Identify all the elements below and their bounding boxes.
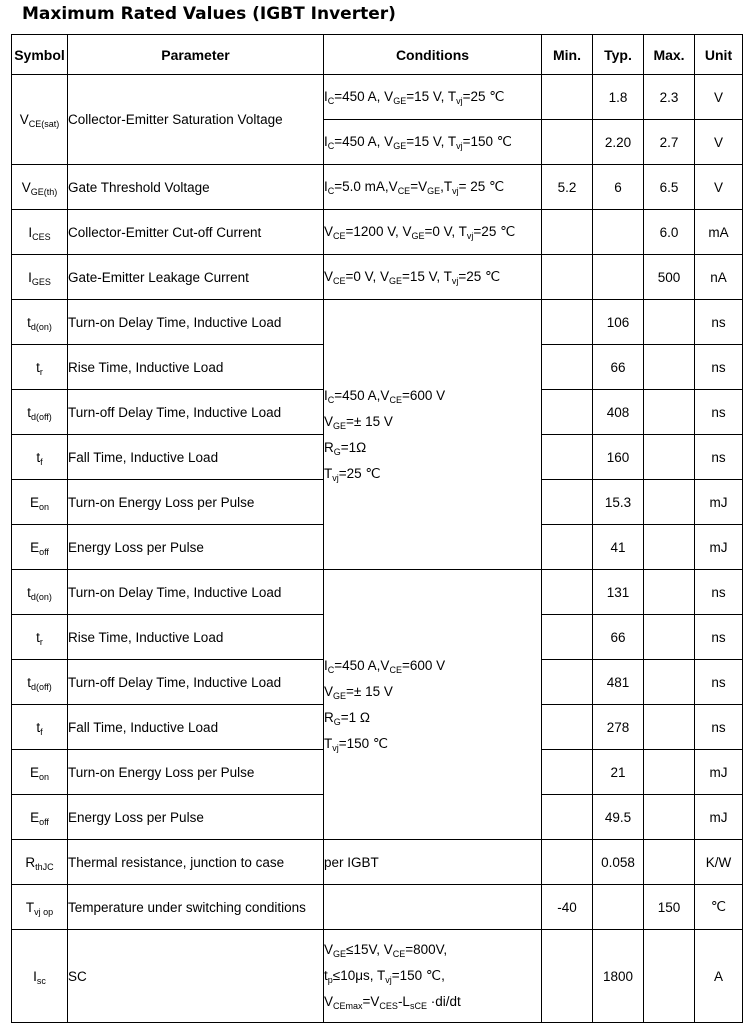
cond-text: I bbox=[324, 89, 328, 104]
symbol-main: E bbox=[30, 539, 40, 555]
header-max: Max. bbox=[644, 35, 695, 75]
cond-sub: sCE bbox=[409, 1001, 427, 1011]
max-cell bbox=[644, 525, 695, 570]
cond-sub: vj bbox=[452, 186, 459, 196]
cond-text: ,T bbox=[440, 179, 453, 194]
cond-text: V bbox=[324, 942, 334, 957]
unit-cell: ns bbox=[695, 345, 743, 390]
min-cell bbox=[542, 840, 593, 885]
unit-cell: ns bbox=[695, 390, 743, 435]
cond-sub: CEmax bbox=[333, 1001, 363, 1011]
conditions-cell bbox=[324, 120, 542, 165]
symbol-main: E bbox=[29, 494, 39, 510]
cond-line bbox=[324, 409, 541, 435]
symbol-main: t bbox=[36, 719, 41, 735]
cond-text: =15 V, T bbox=[406, 134, 457, 149]
max-cell bbox=[644, 750, 695, 795]
cond-sub: GE bbox=[388, 276, 402, 286]
parameter-cell: Energy Loss per Pulse bbox=[68, 795, 324, 840]
cond-text: =450 A,V bbox=[334, 387, 390, 403]
cond-text: I bbox=[324, 657, 328, 673]
parameter-cell: Turn-off Delay Time, Inductive Load bbox=[68, 390, 324, 435]
cond-text: =150 ℃ bbox=[338, 735, 389, 751]
cond-text: =600 V bbox=[401, 387, 446, 403]
symbol-main: I bbox=[28, 269, 32, 285]
unit-cell: mJ bbox=[695, 795, 743, 840]
symbol-main: t bbox=[27, 674, 31, 690]
min-cell bbox=[542, 750, 593, 795]
unit-cell: V bbox=[695, 165, 743, 210]
cond-sub: vj bbox=[332, 742, 339, 753]
parameter-cell: Gate-Emitter Leakage Current bbox=[68, 255, 324, 300]
symbol-cell bbox=[12, 750, 68, 795]
conditions-cell: per IGBT bbox=[324, 840, 542, 885]
cond-text: V bbox=[324, 994, 334, 1009]
table-row-vgeth bbox=[12, 165, 743, 210]
symbol-cell bbox=[12, 75, 68, 165]
typ-cell: 41 bbox=[593, 525, 644, 570]
symbol-sub: GES bbox=[31, 276, 51, 287]
unit-cell: ns bbox=[695, 570, 743, 615]
max-cell bbox=[644, 480, 695, 525]
symbol-cell bbox=[12, 705, 68, 750]
typ-cell: 278 bbox=[593, 705, 644, 750]
cond-text: =± 15 V bbox=[346, 683, 393, 699]
symbol-sub: sc bbox=[36, 975, 46, 986]
symbol-sub: d(on) bbox=[30, 321, 52, 332]
cond-sub: CE bbox=[333, 231, 346, 241]
symbol-main: t bbox=[36, 359, 40, 375]
conditions-cell-group-25 bbox=[324, 300, 542, 570]
typ-cell: 160 bbox=[593, 435, 644, 480]
unit-cell: A bbox=[695, 930, 743, 1023]
cond-text: ·di/dt bbox=[426, 994, 461, 1009]
typ-cell: 481 bbox=[593, 660, 644, 705]
symbol-sub: CE(sat) bbox=[28, 119, 60, 129]
cond-text: =1 Ω bbox=[340, 709, 371, 725]
table-row-td-on-25 bbox=[12, 300, 743, 345]
header-row bbox=[12, 35, 743, 75]
page-title: Maximum Rated Values (IGBT Inverter) bbox=[22, 4, 396, 24]
symbol-cell bbox=[12, 435, 68, 480]
symbol-main: I bbox=[33, 968, 37, 984]
table-row-iges bbox=[12, 255, 743, 300]
parameter-cell: Turn-on Energy Loss per Pulse bbox=[68, 750, 324, 795]
cond-sub: G bbox=[333, 716, 341, 727]
conditions-cell bbox=[324, 165, 542, 210]
min-cell: 5.2 bbox=[542, 165, 593, 210]
cond-line bbox=[324, 963, 541, 989]
symbol-cell bbox=[12, 255, 68, 300]
cond-text: =V bbox=[410, 179, 428, 194]
typ-cell: 66 bbox=[593, 345, 644, 390]
min-cell bbox=[542, 75, 593, 120]
table-row-vcesat-25 bbox=[12, 75, 743, 120]
cond-text: =15 V, T bbox=[401, 269, 452, 284]
cond-line bbox=[324, 653, 541, 679]
cond-text: I bbox=[324, 387, 328, 403]
max-cell bbox=[644, 660, 695, 705]
parameter-cell: SC bbox=[68, 930, 324, 1023]
typ-cell: 1.8 bbox=[593, 75, 644, 120]
cond-line bbox=[324, 989, 541, 1015]
unit-cell: mJ bbox=[695, 480, 743, 525]
cond-text: =25 ℃ bbox=[458, 269, 501, 284]
symbol-main: t bbox=[27, 314, 31, 330]
symbol-sub: CES bbox=[32, 231, 51, 242]
symbol-cell bbox=[12, 345, 68, 390]
symbol-main: t bbox=[27, 404, 31, 420]
symbol-sub: r bbox=[39, 366, 43, 377]
cond-text: =25 ℃ bbox=[462, 89, 505, 104]
unit-cell: ns bbox=[695, 615, 743, 660]
parameter-cell: Gate Threshold Voltage bbox=[68, 165, 324, 210]
parameter-cell: Fall Time, Inductive Load bbox=[68, 705, 324, 750]
cond-text: V bbox=[324, 224, 334, 239]
cond-text: =1Ω bbox=[340, 439, 367, 455]
min-cell bbox=[542, 930, 593, 1023]
cond-sub: GE bbox=[333, 690, 347, 701]
typ-cell: 66 bbox=[593, 615, 644, 660]
unit-cell: K/W bbox=[695, 840, 743, 885]
symbol-cell bbox=[12, 885, 68, 930]
unit-cell: mJ bbox=[695, 525, 743, 570]
unit-cell: V bbox=[695, 75, 743, 120]
max-cell: 2.3 bbox=[644, 75, 695, 120]
typ-cell bbox=[593, 210, 644, 255]
symbol-main: t bbox=[27, 584, 31, 600]
symbol-sub: vj op bbox=[34, 906, 54, 917]
cond-sub: CE bbox=[389, 394, 402, 405]
cond-sub: C bbox=[327, 664, 335, 675]
parameter-cell: Turn-on Delay Time, Inductive Load bbox=[68, 300, 324, 345]
typ-cell: 408 bbox=[593, 390, 644, 435]
conditions-cell-group-150 bbox=[324, 570, 542, 840]
cond-text: =800V, bbox=[405, 942, 448, 957]
max-cell bbox=[644, 345, 695, 390]
cond-text: =150 ℃ bbox=[462, 134, 512, 149]
symbol-cell bbox=[12, 480, 68, 525]
cond-sub: CE bbox=[392, 949, 406, 959]
cond-sub: CE bbox=[389, 664, 402, 675]
cond-sub: vj bbox=[466, 231, 474, 241]
typ-cell: 131 bbox=[593, 570, 644, 615]
min-cell bbox=[542, 525, 593, 570]
cond-sub: GE bbox=[333, 949, 347, 959]
unit-cell: nA bbox=[695, 255, 743, 300]
symbol-main: E bbox=[30, 809, 40, 825]
cond-sub: vj bbox=[451, 276, 459, 286]
max-cell: 500 bbox=[644, 255, 695, 300]
parameter-cell: Temperature under switching conditions bbox=[68, 885, 324, 930]
cond-text: =0 V, V bbox=[345, 269, 389, 284]
header-unit: Unit bbox=[695, 35, 743, 75]
symbol-cell bbox=[12, 390, 68, 435]
cond-text: =5.0 mA,V bbox=[334, 179, 398, 194]
cond-text: V bbox=[324, 269, 334, 284]
conditions-cell bbox=[324, 75, 542, 120]
cond-text: T bbox=[324, 735, 333, 751]
symbol-sub: d(off) bbox=[30, 411, 52, 422]
cond-text: R bbox=[324, 709, 334, 725]
symbol-sub: f bbox=[40, 726, 43, 737]
cond-text: T bbox=[324, 465, 333, 481]
symbol-main: R bbox=[25, 854, 36, 870]
cond-line bbox=[324, 461, 541, 487]
table-row-tvjop bbox=[12, 885, 743, 930]
cond-sub: GE bbox=[393, 96, 407, 106]
symbol-cell bbox=[12, 165, 68, 210]
cond-sub: GE bbox=[411, 231, 425, 241]
min-cell bbox=[542, 795, 593, 840]
symbol-main: V bbox=[19, 112, 29, 127]
symbol-sub: on bbox=[39, 501, 50, 512]
unit-cell: ns bbox=[695, 705, 743, 750]
typ-cell bbox=[593, 255, 644, 300]
cond-line bbox=[324, 731, 541, 757]
symbol-sub: off bbox=[39, 816, 49, 827]
max-cell bbox=[644, 390, 695, 435]
symbol-sub: off bbox=[39, 546, 49, 557]
cond-text: = 25 ℃ bbox=[458, 179, 505, 194]
min-cell bbox=[542, 345, 593, 390]
cond-sub: vj bbox=[456, 141, 463, 151]
max-cell: 2.7 bbox=[644, 120, 695, 165]
header-min: Min. bbox=[542, 35, 593, 75]
typ-cell: 49.5 bbox=[593, 795, 644, 840]
cond-text: I bbox=[324, 179, 328, 194]
header-symbol: Symbol bbox=[12, 35, 68, 75]
parameter-cell: Rise Time, Inductive Load bbox=[68, 615, 324, 660]
symbol-cell bbox=[12, 570, 68, 615]
cond-line bbox=[324, 383, 541, 409]
symbol-sub: d(off) bbox=[30, 681, 52, 692]
cond-line bbox=[324, 705, 541, 731]
max-cell bbox=[644, 840, 695, 885]
cond-text: t bbox=[324, 968, 328, 983]
symbol-main: I bbox=[28, 224, 33, 240]
cond-sub: CE bbox=[397, 186, 411, 196]
cond-text: -L bbox=[397, 994, 410, 1009]
min-cell bbox=[542, 615, 593, 660]
symbol-sub: thJC bbox=[35, 861, 54, 872]
cond-sub: vj bbox=[385, 975, 392, 985]
cond-text: =450 A, V bbox=[334, 89, 394, 104]
cond-sub: C bbox=[327, 141, 335, 151]
max-cell bbox=[644, 795, 695, 840]
cond-text: =1200 V, V bbox=[345, 224, 412, 239]
cond-text: =450 A,V bbox=[334, 657, 390, 673]
cond-text: =25 ℃ bbox=[473, 224, 516, 239]
min-cell bbox=[542, 480, 593, 525]
cond-sub: CES bbox=[379, 1001, 398, 1011]
cond-sub: CE bbox=[333, 276, 346, 286]
conditions-cell bbox=[324, 885, 542, 930]
cond-text: =0 V, T bbox=[424, 224, 467, 239]
cond-text: =600 V bbox=[401, 657, 446, 673]
symbol-cell bbox=[12, 210, 68, 255]
cond-line bbox=[324, 435, 541, 461]
parameter-cell: Turn-off Delay Time, Inductive Load bbox=[68, 660, 324, 705]
parameter-cell: Thermal resistance, junction to case bbox=[68, 840, 324, 885]
symbol-cell bbox=[12, 300, 68, 345]
symbol-cell bbox=[12, 840, 68, 885]
min-cell bbox=[542, 120, 593, 165]
min-cell bbox=[542, 570, 593, 615]
cond-text: =± 15 V bbox=[346, 413, 393, 429]
max-cell bbox=[644, 435, 695, 480]
typ-cell bbox=[593, 885, 644, 930]
symbol-main: V bbox=[21, 179, 31, 195]
parameter-cell: Energy Loss per Pulse bbox=[68, 525, 324, 570]
typ-cell: 0.058 bbox=[593, 840, 644, 885]
symbol-cell bbox=[12, 795, 68, 840]
cond-sub: vj bbox=[456, 96, 463, 106]
symbol-sub: d(on) bbox=[30, 591, 52, 602]
cond-text: =25 ℃ bbox=[338, 465, 381, 481]
symbol-sub: GE(th) bbox=[30, 186, 58, 197]
min-cell bbox=[542, 435, 593, 480]
cond-line bbox=[324, 937, 541, 963]
cond-text: =15 V, T bbox=[406, 89, 457, 104]
table-row-rthjc bbox=[12, 840, 743, 885]
parameter-cell: Turn-on Energy Loss per Pulse bbox=[68, 480, 324, 525]
symbol-sub: f bbox=[40, 456, 43, 467]
unit-cell: ns bbox=[695, 435, 743, 480]
min-cell: -40 bbox=[542, 885, 593, 930]
max-cell: 6.5 bbox=[644, 165, 695, 210]
table-row-td-on-150 bbox=[12, 570, 743, 615]
cond-sub: GE bbox=[333, 420, 347, 431]
min-cell bbox=[542, 390, 593, 435]
cond-text: ≤10μs, T bbox=[332, 968, 386, 983]
max-cell bbox=[644, 930, 695, 1023]
spec-table bbox=[11, 34, 743, 1023]
cond-sub: C bbox=[327, 96, 335, 106]
symbol-main: T bbox=[25, 899, 35, 915]
min-cell bbox=[542, 300, 593, 345]
max-cell: 6.0 bbox=[644, 210, 695, 255]
max-cell bbox=[644, 615, 695, 660]
symbol-sub: r bbox=[39, 636, 43, 647]
min-cell bbox=[542, 660, 593, 705]
header-typ: Typ. bbox=[593, 35, 644, 75]
cond-sub: p bbox=[327, 975, 333, 985]
typ-cell: 6 bbox=[593, 165, 644, 210]
unit-cell: mJ bbox=[695, 750, 743, 795]
symbol-sub: on bbox=[39, 771, 50, 782]
parameter-cell: Fall Time, Inductive Load bbox=[68, 435, 324, 480]
cond-sub: C bbox=[327, 186, 335, 196]
header-conditions: Conditions bbox=[324, 35, 542, 75]
symbol-cell bbox=[12, 615, 68, 660]
table-row-ices bbox=[12, 210, 743, 255]
cond-sub: vj bbox=[332, 472, 339, 483]
unit-cell: ℃ bbox=[695, 885, 743, 930]
symbol-cell bbox=[12, 930, 68, 1023]
conditions-cell bbox=[324, 930, 542, 1023]
symbol-main: t bbox=[36, 629, 40, 645]
cond-text: I bbox=[324, 134, 328, 149]
max-cell bbox=[644, 570, 695, 615]
typ-cell: 1800 bbox=[593, 930, 644, 1023]
symbol-main: E bbox=[29, 764, 39, 780]
cond-line bbox=[324, 679, 541, 705]
cond-sub: GE bbox=[427, 186, 441, 196]
cond-sub: C bbox=[327, 394, 335, 405]
cond-text: =150 ℃, bbox=[391, 968, 445, 983]
min-cell bbox=[542, 210, 593, 255]
unit-cell: ns bbox=[695, 660, 743, 705]
cond-sub: G bbox=[333, 446, 341, 457]
cond-text: R bbox=[324, 439, 334, 455]
cond-text: =450 A, V bbox=[334, 134, 394, 149]
max-cell: 150 bbox=[644, 885, 695, 930]
min-cell bbox=[542, 705, 593, 750]
max-cell bbox=[644, 300, 695, 345]
parameter-cell: Turn-on Delay Time, Inductive Load bbox=[68, 570, 324, 615]
min-cell bbox=[542, 255, 593, 300]
typ-cell: 15.3 bbox=[593, 480, 644, 525]
unit-cell: V bbox=[695, 120, 743, 165]
symbol-cell bbox=[12, 660, 68, 705]
conditions-cell bbox=[324, 255, 542, 300]
conditions-cell bbox=[324, 210, 542, 255]
unit-cell: ns bbox=[695, 300, 743, 345]
header-parameter: Parameter bbox=[68, 35, 324, 75]
cond-text: ≤15V, V bbox=[346, 942, 393, 957]
parameter-cell: Rise Time, Inductive Load bbox=[68, 345, 324, 390]
symbol-main: t bbox=[36, 449, 41, 465]
parameter-cell: Collector-Emitter Cut-off Current bbox=[68, 210, 324, 255]
table-row-isc bbox=[12, 930, 743, 1023]
cond-text: V bbox=[324, 683, 334, 699]
cond-text: =V bbox=[362, 994, 380, 1009]
parameter-cell: Collector-Emitter Saturation Voltage bbox=[68, 75, 324, 165]
symbol-cell bbox=[12, 525, 68, 570]
typ-cell: 21 bbox=[593, 750, 644, 795]
typ-cell: 2.20 bbox=[593, 120, 644, 165]
unit-cell: mA bbox=[695, 210, 743, 255]
max-cell bbox=[644, 705, 695, 750]
cond-text: V bbox=[324, 413, 334, 429]
typ-cell: 106 bbox=[593, 300, 644, 345]
cond-sub: GE bbox=[393, 141, 407, 151]
